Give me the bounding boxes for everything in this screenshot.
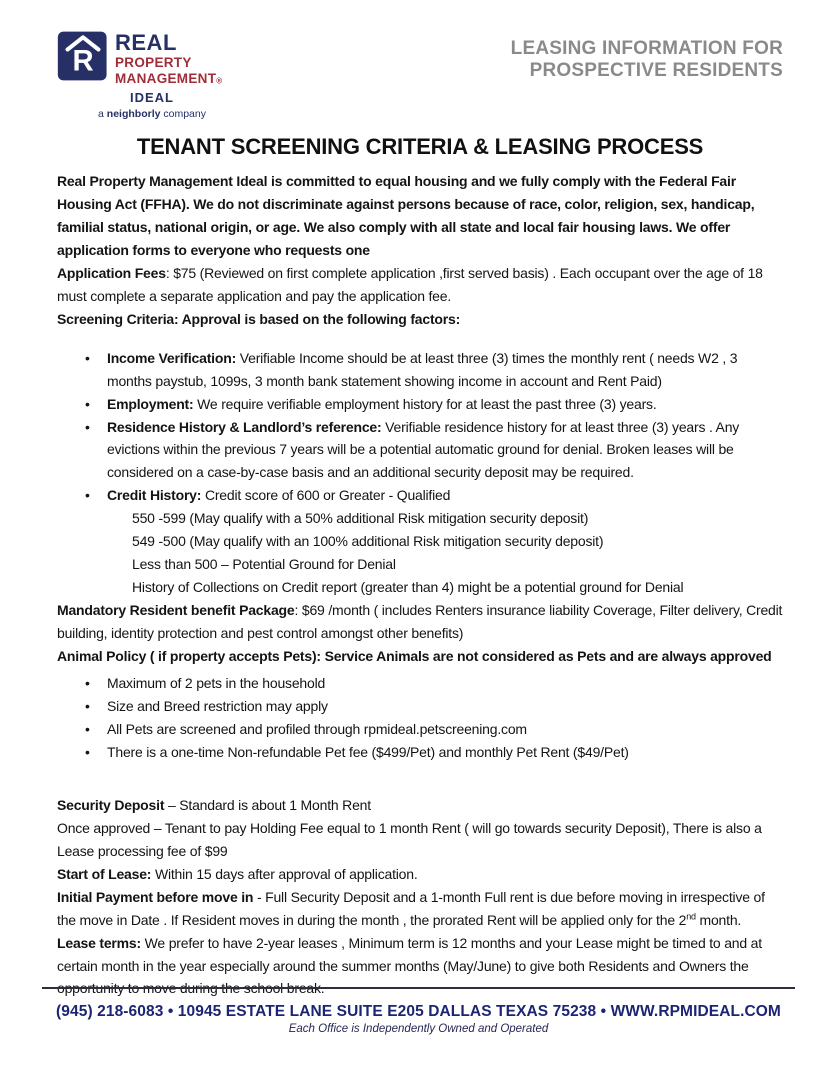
- pet-policy-item: There is a one-time Non-refundable Pet fee ($499/Pet) and monthly Pet Rent ($49/Pet): [107, 743, 629, 760]
- application-fees-label: Application Fees: [57, 264, 166, 281]
- tagline-a: a: [98, 108, 104, 120]
- lease-terms-text: We prefer to have 2-year leases , Minimum term is 12 months and your Lease might be timed to and at certain month in the year especially around the summer months (May/June) to give both Residents and Owners the opportunity to move during the school break.: [57, 934, 762, 997]
- credit-history-item: Credit History: Credit score of 600 or Greater - Qualified 550 -599 (May qualify with a 50% additional Risk mitigation security deposit) 549 -500 (May qualify with an 100% additional Risk mitigation security deposit) Less than 500 – Potential Ground for Denial History of Collections on Credit report (greater than 4) might be a potential ground for Denial: [107, 484, 783, 599]
- logo-brand-ideal: IDEAL: [130, 90, 174, 105]
- list-item: [85, 695, 783, 718]
- initial-payment-text2: month.: [695, 911, 742, 928]
- page-title: TENANT SCREENING CRITERIA & LEASING PROCESS: [136, 134, 704, 159]
- list-item: [85, 484, 783, 599]
- screening-criteria-list: [57, 347, 783, 599]
- lease-terms-label: Lease terms:: [57, 934, 141, 951]
- credit-tier-line: 550 -599 (May qualify with a 50% additional Risk mitigation security deposit): [132, 510, 589, 527]
- header-line-2: PROSPECTIVE RESIDENTS: [529, 60, 783, 82]
- bullet-icon: •: [85, 418, 90, 435]
- list-item: [85, 393, 783, 416]
- bullet-icon: •: [85, 395, 90, 412]
- logo-wordmark: [115, 30, 222, 85]
- list-item: [85, 672, 783, 695]
- ordinal-superscript: nd: [686, 910, 696, 921]
- tagline-neighborly: neighborly: [106, 108, 161, 120]
- document-header: [511, 30, 783, 83]
- start-of-lease-text: Within 15 days after approval of application.: [151, 865, 418, 882]
- employment-item: Employment: We require verifiable employment history for at least the past three (3) years.: [107, 395, 657, 412]
- bullet-icon: •: [85, 743, 90, 760]
- start-of-lease-label: Start of Lease:: [57, 865, 152, 882]
- credit-tier-line: History of Collections on Credit report (greater than 4) might be a potential ground for Denial: [132, 579, 684, 596]
- logo-tagline: [57, 108, 247, 120]
- benefit-package-label: Mandatory Resident benefit Package: [57, 602, 295, 619]
- rpm-house-r-icon: [57, 30, 109, 87]
- initial-payment-text1: - Full Security Deposit and a 1-month Full rent is due before moving in irrespective of the move in Date . If Resident moves in during the month , the prorated Rent will be applied only for the 2: [57, 888, 765, 928]
- document-footer: [42, 987, 795, 1035]
- list-item: [85, 416, 783, 485]
- credit-tier-line: 549 -500 (May qualify with an 100% additional Risk mitigation security deposit): [132, 533, 604, 550]
- pet-policy-item: Size and Breed restriction may apply: [107, 697, 328, 714]
- bullet-icon: •: [85, 697, 90, 714]
- bullet-icon: •: [85, 349, 90, 366]
- initial-payment-label: Initial Payment before move in: [57, 888, 254, 905]
- footer-ownership-line: Each Office is Independently Owned and Operated: [288, 1023, 549, 1035]
- list-item: [85, 347, 783, 393]
- bullet-icon: •: [85, 720, 90, 737]
- rpm-logo: [57, 30, 247, 120]
- bullet-icon: •: [85, 487, 90, 504]
- residence-history-item: Residence History & Landlord’s reference: Verifiable residence history for at least three (3) years . Any evictions within the previous 7 years will be a potential automatic ground for denial. Broken leases will be considered on a case-by-case basis and an additional security deposit may be required.: [107, 418, 740, 481]
- security-deposit-paragraph: [57, 794, 783, 863]
- security-deposit-label: Security Deposit: [57, 796, 165, 813]
- logo-word-management: MANAGEMENT®: [115, 70, 223, 86]
- logo-word-property: PROPERTY: [115, 55, 192, 70]
- pet-policy-item: Maximum of 2 pets in the household: [107, 675, 326, 692]
- animal-policy-heading: Animal Policy ( if property accepts Pets): Service Animals are not considered as Pets and are always approved: [57, 648, 772, 665]
- pet-policy-item: All Pets are screened and profiled through rpmideal.petscreening.com: [107, 720, 527, 737]
- header-line-1: LEASING INFORMATION FOR: [510, 38, 783, 59]
- income-verification-item: Income Verification: Verifiable Income should be at least three (3) times the monthly rent ( needs W2 , 3 months paystub, 1099s, 3 month bank statement showing income in account and Rent Paid): [107, 349, 738, 389]
- benefit-package-text: : $69 /month ( includes Renters insurance liability Coverage, Filter delivery, Credit building, identity protection and pest control amongst other benefits): [57, 602, 783, 642]
- list-item: [85, 718, 783, 741]
- animal-policy-list: [57, 672, 783, 764]
- application-fees-text: : $75 (Reviewed on first complete application ,first served basis) . Each occupant over the age of 18 must complete a separate application and pay the application fee.: [57, 264, 763, 304]
- footer-contact-line: (945) 218-6083 • 10945 ESTATE LANE SUITE E205 DALLAS TEXAS 75238 • WWW.RPMIDEAL.COM: [56, 1003, 781, 1020]
- document-header-row: [57, 30, 783, 120]
- fair-housing-intro: Real Property Management Ideal is committed to equal housing and we fully comply with the Federal Fair Housing Act (FFHA). We do not discriminate against persons because of race, color, religion, sex, handicap, familial status, national origin, or age. We also comply with all state and local fair housing laws. We offer application forms to everyone who requests one: [57, 173, 755, 258]
- benefit-package-paragraph: [57, 599, 783, 645]
- start-of-lease-paragraph: [57, 863, 783, 886]
- security-deposit-text: – Standard is about 1 Month Rent: [164, 796, 371, 813]
- initial-payment-paragraph: [57, 886, 783, 932]
- bullet-icon: •: [85, 675, 90, 692]
- list-item: [85, 741, 783, 764]
- security-deposit-line1: [57, 794, 783, 817]
- tagline-company: company: [163, 108, 206, 120]
- credit-score-tiers: [132, 507, 783, 599]
- logo-word-real: REAL: [115, 30, 177, 55]
- security-deposit-line2: Once approved – Tenant to pay Holding Fee equal to 1 month Rent ( will go towards security Deposit), There is also a Lease processing fee of $99: [57, 819, 762, 859]
- screening-criteria-heading: Screening Criteria: Approval is based on the following factors:: [57, 310, 461, 327]
- application-fees-paragraph: [57, 262, 783, 308]
- registered-mark-icon: ®: [216, 76, 223, 85]
- svg-text:R: R: [72, 45, 94, 78]
- credit-tier-line: Less than 500 – Potential Ground for Denial: [132, 556, 396, 573]
